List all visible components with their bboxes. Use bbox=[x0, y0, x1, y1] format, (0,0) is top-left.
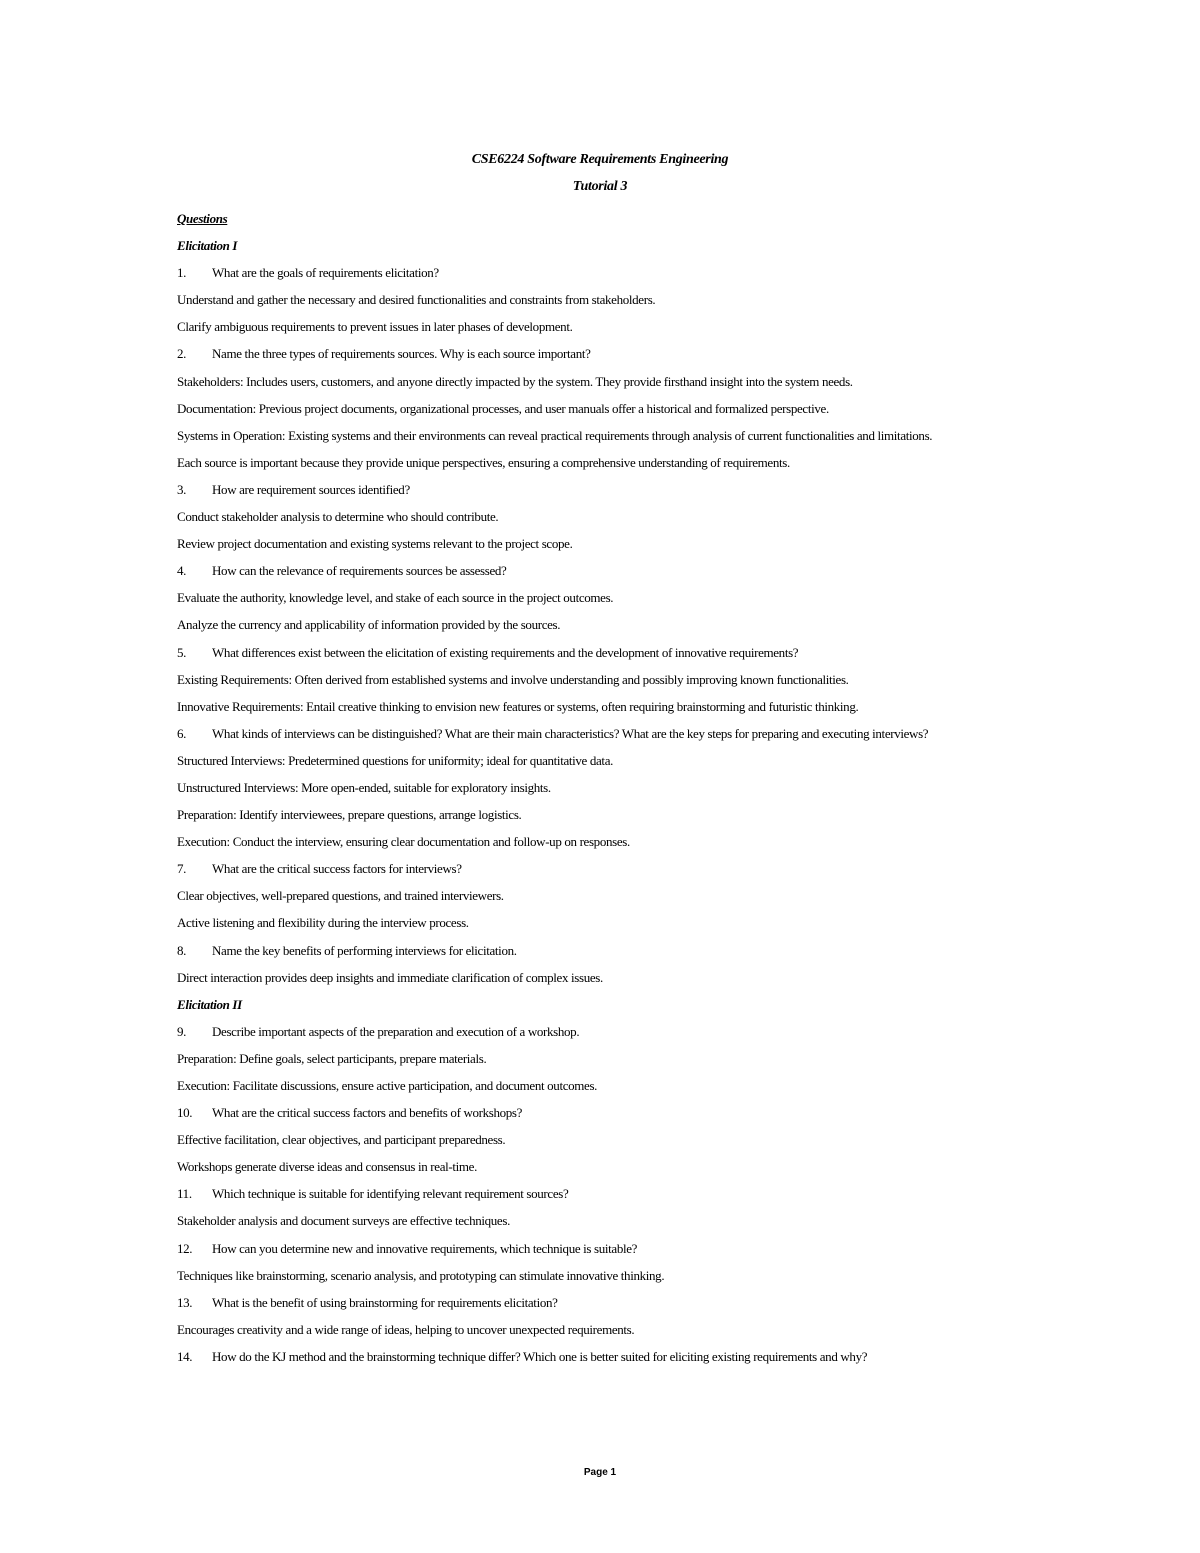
answer-line: Analyze the currency and applicability of information provided by the sources. bbox=[177, 617, 561, 633]
answer-line: Documentation: Previous project documents, organizational processes, and user manuals offer a historical and formalized perspective. bbox=[177, 400, 829, 416]
question bbox=[177, 1289, 1023, 1316]
question bbox=[177, 1099, 1023, 1126]
answer-line: Direct interaction provides deep insights and immediate clarification of complex issues. bbox=[177, 969, 603, 985]
question bbox=[177, 557, 1023, 584]
section-heading: Elicitation II bbox=[177, 996, 242, 1012]
question-text: What is the benefit of using brainstorming for requirements elicitation? bbox=[212, 1294, 558, 1310]
answer-line: Preparation: Define goals, select participants, prepare materials. bbox=[177, 1050, 487, 1066]
answer-line: Unstructured Interviews: More open-ended, suitable for exploratory insights. bbox=[177, 779, 551, 795]
question-number: 4. bbox=[177, 563, 187, 579]
answer-line: Innovative Requirements: Entail creative thinking to envision new features or systems, often requiring brainstorming and futuristic thinking. bbox=[177, 698, 859, 714]
answer-line: Understand and gather the necessary and desired functionalities and constraints from stakeholders. bbox=[177, 292, 656, 308]
answer-line: Techniques like brainstorming, scenario analysis, and prototyping can stimulate innovative thinking. bbox=[177, 1267, 665, 1283]
question-number: 6. bbox=[177, 725, 187, 741]
answer-line: Each source is important because they provide unique perspectives, ensuring a comprehensive understanding of requirements. bbox=[177, 454, 790, 470]
answer-line: Encourages creativity and a wide range of ideas, helping to uncover unexpected requirements. bbox=[177, 1321, 635, 1337]
answer-line: Structured Interviews: Predetermined questions for uniformity; ideal for quantitative data. bbox=[177, 752, 614, 768]
question-text: How can the relevance of requirements sources be assessed? bbox=[212, 563, 507, 579]
questions-heading: Questions bbox=[177, 211, 228, 226]
section-heading: Elicitation I bbox=[177, 238, 238, 254]
question-number: 2. bbox=[177, 346, 187, 362]
question-number: 8. bbox=[177, 942, 187, 958]
question-number: 1. bbox=[177, 265, 187, 281]
page-number: Page 1 bbox=[583, 1467, 617, 1478]
answer-line: Execution: Facilitate discussions, ensure active participation, and document outcomes. bbox=[177, 1078, 598, 1093]
question bbox=[177, 476, 1023, 503]
question-text: How do the KJ method and the brainstorming technique differ? Which one is better suited for eliciting existing requirements and why? bbox=[212, 1348, 868, 1364]
document-body bbox=[177, 205, 1023, 1370]
answer-line: Clear objectives, well-prepared questions, and trained interviewers. bbox=[177, 888, 504, 904]
answer-line: Preparation: Identify interviewees, prepare questions, arrange logistics. bbox=[177, 807, 522, 823]
question-number: 5. bbox=[177, 644, 187, 660]
question-text: Which technique is suitable for identifying relevant requirement sources? bbox=[212, 1186, 569, 1202]
question-text: Name the three types of requirements sources. Why is each source important? bbox=[212, 346, 591, 362]
question-number: 12. bbox=[177, 1240, 193, 1256]
answer-line: Active listening and flexibility during the interview process. bbox=[177, 915, 469, 931]
answer-line: Stakeholder analysis and document surveys are effective techniques. bbox=[177, 1213, 510, 1229]
answer-line: Effective facilitation, clear objectives, and participant preparedness. bbox=[177, 1132, 506, 1148]
question bbox=[177, 340, 1023, 367]
question-text: How are requirement sources identified? bbox=[212, 481, 410, 497]
answer-line: Evaluate the authority, knowledge level, and stake of each source in the project outcomes. bbox=[177, 590, 614, 606]
question bbox=[177, 639, 1023, 666]
question bbox=[177, 1018, 1023, 1045]
question-number: 9. bbox=[177, 1023, 187, 1039]
answer-line: Existing Requirements: Often derived from established systems and involve understanding and possibly improving known functionalities. bbox=[177, 671, 849, 687]
answer-line: Workshops generate diverse ideas and consensus in real-time. bbox=[177, 1159, 477, 1175]
question-text: Describe important aspects of the preparation and execution of a workshop. bbox=[212, 1023, 580, 1039]
question-number: 3. bbox=[177, 481, 187, 497]
answer-line: Systems in Operation: Existing systems and their environments can reveal practical requirements through analysis of current functionalities and limitations. bbox=[177, 427, 933, 443]
document-title: CSE6224 Software Requirements Engineering bbox=[471, 152, 729, 167]
question bbox=[177, 1343, 1023, 1370]
question-number: 10. bbox=[177, 1105, 193, 1121]
question-text: What are the critical success factors and benefits of workshops? bbox=[212, 1105, 523, 1121]
answer-line: Conduct stakeholder analysis to determine who should contribute. bbox=[177, 509, 499, 525]
document-subtitle: Tutorial 3 bbox=[572, 179, 628, 194]
question-number: 13. bbox=[177, 1294, 193, 1310]
answer-line: Stakeholders: Includes users, customers, and anyone directly impacted by the system. They provide firsthand insight into the system needs. bbox=[177, 373, 853, 389]
answer-line: Execution: Conduct the interview, ensuring clear documentation and follow-up on responses. bbox=[177, 834, 630, 850]
question-text: What kinds of interviews can be distinguished? What are their main characteristics? What are the key steps for preparing and executing interviews? bbox=[212, 725, 929, 741]
question-text: What differences exist between the elicitation of existing requirements and the development of innovative requirements? bbox=[212, 644, 799, 660]
question bbox=[177, 1235, 1023, 1262]
question-number: 11. bbox=[177, 1186, 192, 1202]
question-text: How can you determine new and innovative requirements, which technique is suitable? bbox=[212, 1240, 638, 1256]
question-number: 7. bbox=[177, 861, 187, 877]
question-text: Name the key benefits of performing interviews for elicitation. bbox=[212, 942, 517, 958]
question bbox=[177, 259, 1023, 286]
question-text: What are the goals of requirements elicitation? bbox=[212, 265, 439, 281]
question bbox=[177, 855, 1023, 882]
question bbox=[177, 1180, 1023, 1207]
question bbox=[177, 937, 1023, 964]
answer-line: Review project documentation and existing systems relevant to the project scope. bbox=[177, 536, 573, 552]
question-number: 14. bbox=[177, 1348, 193, 1364]
question bbox=[177, 720, 1023, 747]
answer-line: Clarify ambiguous requirements to prevent issues in later phases of development. bbox=[177, 319, 573, 335]
question-text: What are the critical success factors for interviews? bbox=[212, 861, 462, 877]
